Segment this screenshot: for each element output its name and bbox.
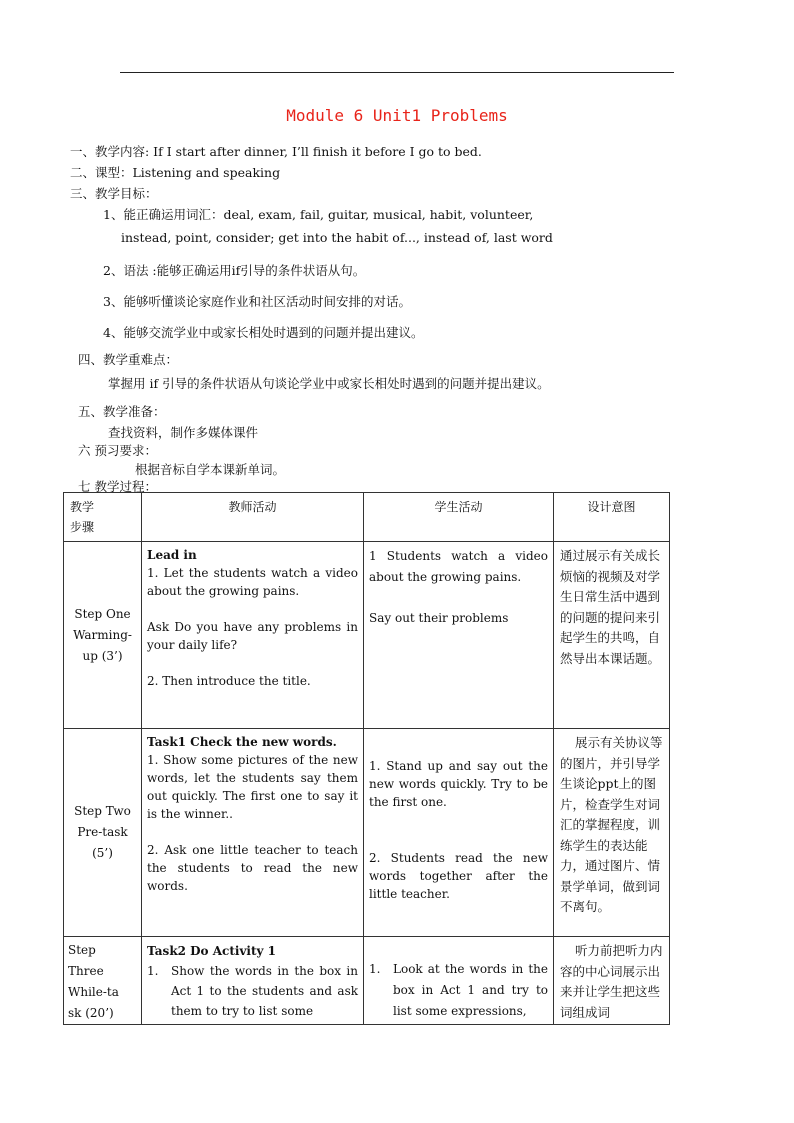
step-label: Warming- (73, 627, 132, 642)
step-label: (5’) (92, 846, 113, 860)
objective-2: 2、语法 :能够正确运用if引导的条件状语从句。 (103, 263, 366, 278)
objective-3: 3、能够听懂谈论家庭作业和社区活动时间安排的对话。 (103, 294, 411, 309)
preview-text: 根据音标自学本课新单词。 (135, 462, 286, 477)
objectives-heading: 三、教学目标： (70, 186, 158, 201)
step-cell (64, 729, 142, 937)
list-number: 1. (147, 964, 159, 978)
teacher-activity-cell (142, 937, 364, 1025)
student-activity-cell (364, 937, 554, 1025)
preparation-heading: 五、教学准备： (78, 404, 166, 419)
table-row (64, 729, 670, 937)
preparation-text: 查找资料，制作多媒体课件 (108, 425, 259, 440)
header-step-line1: 教学 (70, 500, 95, 514)
task-title: Task1 Check the new words. (147, 735, 337, 749)
teacher-activity-cell (142, 729, 364, 937)
table-row (64, 542, 670, 729)
step-label: While-ta (68, 985, 119, 999)
process-heading: 七 教学过程： (78, 479, 157, 494)
student-activity-cell (364, 542, 554, 729)
step-label: Step Two (74, 804, 131, 818)
content-line: 一、教学内容: If I start after dinner, I’ll finish it before I go to bed. (70, 144, 482, 159)
header-step-line2: 步骤 (70, 520, 95, 534)
teacher-activity-text: 2. Then introduce the title. (147, 674, 311, 688)
teacher-activity-text: Show the words in the box in Act 1 to the students and ask them to try to list some (171, 964, 358, 1018)
student-activity-text: Say out their problems (369, 611, 509, 625)
step-label: sk (20’) (68, 1006, 114, 1020)
step-cell (64, 542, 142, 729)
design-intent-cell: 通过展示有关成长烦恼的视频及对学生日常生活中遇到的问题的提问来引起学生的共鸣，自然导出本课话题。 (554, 542, 670, 729)
key-points-heading: 四、教学重难点： (78, 352, 179, 367)
teacher-activity-cell (142, 542, 364, 729)
teacher-activity-text: 2. Ask one little teacher to teach the students to read the new words. (147, 843, 358, 893)
step-label: Pre-task (77, 825, 128, 839)
table-row (64, 937, 670, 1025)
header-student: 学生活动 (364, 493, 554, 542)
preview-heading: 六 预习要求： (78, 443, 157, 458)
task-title: Task2 Do Activity 1 (147, 944, 277, 958)
teacher-activity-text: 1. Show some pictures of the new words, let the students say them out quickly. The first one to say it is the winner.. (147, 753, 358, 821)
teacher-activity-text: Ask Do you have any problems in your daily life? (147, 620, 358, 652)
step-label: up (3’) (82, 648, 123, 663)
header-intent: 设计意图 (554, 493, 670, 542)
step-label: Three (68, 964, 104, 978)
list-number: 1. (369, 962, 381, 976)
page-title: Module 6 Unit1 Problems (286, 106, 508, 125)
step-label: Step (68, 943, 96, 957)
header-rule (120, 72, 674, 73)
step-label: Step One (74, 606, 131, 621)
student-activity-text: 1. Stand up and say out the new words quickly. Try to be the first one. (369, 759, 548, 809)
objective-1-cont: instead, point, consider; get into the habit of..., instead of, last word (121, 230, 553, 245)
teaching-process-table (63, 492, 670, 1025)
student-activity-cell (364, 729, 554, 937)
header-teacher: 教师活动 (142, 493, 364, 542)
task-title: Lead in (147, 548, 197, 562)
design-intent-cell: 展示有关协议等的图片，并引导学生谈论ppt上的图片，检查学生对词汇的掌握程度，训练学生的表达能力，通过图片、情景学单词，做到词不离句。 (554, 729, 670, 937)
student-activity-text: 1 Students watch a video about the growing pains. (369, 549, 548, 584)
step-cell (64, 937, 142, 1025)
design-intent-cell: 听力前把听力内容的中心词展示出来并让学生把这些词组成词 (554, 937, 670, 1025)
table-header-row (64, 493, 670, 542)
student-activity-text: Look at the words in the box in Act 1 and try to list some expressions, (393, 962, 548, 1018)
objective-1: 1、能正确运用词汇：deal, exam, fail, guitar, musical, habit, volunteer, (103, 207, 534, 222)
key-points-text: 掌握用 if 引导的条件状语从句谈论学业中或家长相处时遇到的问题并提出建议。 (108, 376, 550, 391)
objective-4: 4、能够交流学业中或家长相处时遇到的问题并提出建议。 (103, 325, 424, 340)
lesson-type-line: 二、课型：Listening and speaking (70, 165, 281, 180)
student-activity-text: 2. Students read the new words together after the little teacher. (369, 851, 548, 901)
header-step (64, 493, 142, 542)
teacher-activity-text: 1. Let the students watch a video about the growing pains. (147, 566, 358, 598)
